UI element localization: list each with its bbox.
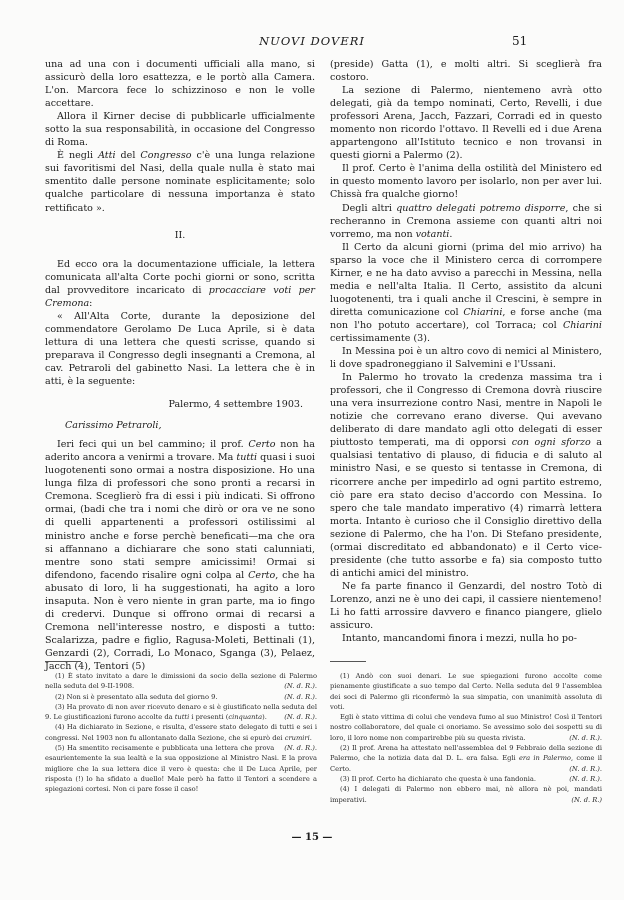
paragraph: La sezione di Palermo, nientemeno avrà otto delegati, già da tempo nominati, Certo, Revelli, i due professori Arena, Jacch, Fazzari, Corradi ed in questo momento non ricordo l'ottavo. Il Revelli ed i due Arena appartengono all'Istituto tecnico e non trovansi in questi giorni a Palermo (2).: [330, 85, 602, 162]
paragraph: (preside) Gatta (1), e molti altri. Si sceglierà fra costoro.: [330, 59, 602, 84]
footnote: (4) I delegati di Palermo non ebbero mai, nè allora nè poi, mandati imperativi. (N. d. R.): [330, 785, 602, 804]
footnotes-right: [330, 671, 602, 805]
footnotes-left: [45, 671, 317, 795]
folio-number: — 15 —: [291, 832, 333, 843]
running-title: NUOVI DOVERI: [259, 34, 365, 48]
paragraph: Degli altri quattro delegati potremo disporre, che si recheranno in Cremona assieme con quanti altri noi vorremo, ma non votanti.: [330, 202, 602, 240]
footnote: Egli è stato vittima di colui che vendeva fumo al suo Ministro! Così il Tentori nostro collaboratore, del quale ci onoriamo. Se avessimo solo dei sospetti su di loro, il loro nome non comparirebbe più su questa rivista. (N. d. R.).: [330, 713, 602, 742]
footnote: (1) È stato invitato a dare le dimissioni da socio della sezione di Palermo nella seduta del 9-II-1908. (N. d. R.).: [45, 672, 317, 691]
paragraph: In Messina poi è un altro covo di nemici al Ministero, li dove spadroneggiano il Salvemini e l'Ussani.: [330, 346, 602, 371]
paragraph: Intanto, mancandomi finora i mezzi, nulla ho po-: [342, 633, 578, 645]
footnote: (4) Ha dichiarato in Sezione, e risulta, d'essere stato delegato di tutti e sei i congressi. Nel 1903 non fu allontanato dalla Sezione, che si epurò dei crumiri. (N. d. R.).: [45, 723, 317, 753]
footnote: (3) Il prof. Certo ha dichiarato che questa è una fandonia. (N. d. R.).: [340, 774, 602, 783]
paragraph: Il prof. Certo è l'anima della ostilità del Ministero ed in questo momento lavoro per isolarlo, non per aver lui. Chissà fra qualche giorno!: [330, 163, 602, 201]
paragraph: È negli Atti del Congresso c'è una lunga relazione sui favoritismi del Nasi, della quale nulla è stato mai smentito dalle persone nominate esplicitamente; solo qualche particolare di nessuna importanza è stato rettificato ».: [45, 150, 315, 214]
letter-date: Palermo, 4 settembre 1903.: [168, 399, 303, 411]
footnote: (1) Andò con suoi denari. Le sue spiegazioni furono accolte come pienamente giustificate a suo tempo dal Certo. Nella seduta del 9 l'assemblea dei soci di Palermo gli riconfermò la sua simpatia, con unanimità assoluta di voti.: [330, 672, 602, 711]
paragraph: Ed ecco ora la documentazione ufficiale, la lettera comunicata all'alta Corte pochi giorni or sono, scritta dal provveditore incaricato di procacciare voti per Cremona:: [45, 258, 315, 309]
running-header: [0, 34, 624, 50]
section-heading: II.: [174, 229, 186, 241]
page-number: 51: [512, 34, 528, 48]
footnote-rule: [330, 661, 366, 662]
paragraph: una ad una con i documenti ufficiali alla mano, si assicurò della loro esattezza, e le portò alla Camera. L'on. Marcora fece lo schizzinoso e non le volle accettare.: [45, 59, 315, 110]
letter-salutation: Carissimo Petraroli,: [65, 420, 162, 432]
footnote: (3) Ha provato di non aver ricevuto denaro e si è giustificato nella seduta del 9. Le giustificazioni furono accolte da tutti i presenti (cinquanta). (N. d. R.).: [45, 702, 317, 722]
paragraph: Ne fa parte financo il Genzardi, del nostro Totò di Lorenzo, anzi ne è uno dei capi, il cassiere nientemeno! Li ho fatti arrossire davvero e financo piangere, glielo assicuro.: [330, 580, 602, 632]
footnote: (2) Non si è presentato alla seduta del giorno 9. (N. d. R.).: [55, 692, 317, 701]
paragraph: In Palermo ho trovato la credenza massima tra i professori, che il Congresso di Cremona dovrà riuscire una vera insurrezione contro Nasi, mentre in Napoli le notizie che correvano erano diverse. Qui avevano deliberato di dare mandato agli otto delegati di esser piuttosto temperati, ma di opporsi con ogni sforzo a qualsiasi tentativo di plauso, di fiducia e di saluto al ministro Nasi, e se questo si tentasse in Cremona, di ricorrere anche per impedirlo ad ogni partito estremo, ciò pare era stato deciso d'accordo con Messina. Io spero che tale mandato imperativo (4) rimarrà lettera morta. Intanto è curioso che il Consiglio direttivo della sezione di Palermo, che ha l'on. Di Stefano presidente, (ormai discreditato ed abbandonato) e il Certo vice-presidente (che tutto assorbe e fa) sia composto tutto di antichi amici del ministro.: [330, 372, 602, 579]
paragraph: Ieri feci qui un bel cammino; il prof. Certo non ha aderito ancora a venirmi a trovare. Ma tutti quasi i suoi luogotenenti sono ormai a nostra disposizione. Ho una lunga filza di professori che sono pronti a recarsi in Cremona. Sceglierò fra di essi i più indicati. Si offrono ormai, (badi che tra i nomi che dirò or ora ve ne sono di quelli appartenenti a professori ostilissimi al ministro anche e forse perchè beneficati—ma che ora si affannano a dichiarare che sono stati calunniati, mentre sono stati sempre amicissimi! Ormai si difendono, facendo risalire ogni colpa al Certo, che ha abusato di loro, li ha suggestionati, ha agito a loro insaputa. Non è vero niente in gran parte, ma io fingo di credervi. Dunque si offrono ormai di recarsi a Cremona nell'interesse nostro, e disposti a tutto: Scalarizza, padre e figlio, Ragusa-Moleti, Bettinali (1), Genzardi (2), Corradi, Lo Monaco, Sganga (3), Pelaez, Jacch (4), Tentori (5): [45, 439, 316, 672]
footnote: (2) Il prof. Arena ha attestato nell'assemblea del 9 Febbraio della sezione di Palermo, che la notizia data dal D. L. era falsa. Egli era in Palermo, come il Certo. (N. d. R.).: [330, 744, 602, 773]
paragraph: Allora il Kirner decise di pubblicarle ufficialmente sotto la sua responsabilità, in occasione del Congresso di Roma.: [45, 111, 315, 149]
paragraph: « All'Alta Corte, durante la deposizione del commendatore Gerolamo De Luca Aprile, si è data lettura di una lettera che questi scrisse, quando si preparava il Congresso degli insegnanti a Cremona, al cav. Petraroli del gabinetto Nasi. La lettera che è in atti, è la seguente:: [45, 310, 315, 388]
left-column: [45, 58, 315, 673]
footnote-rule: [45, 661, 81, 662]
footnote: (5) Ha smentito recisamente e pubblicata una lettera che prova esaurientemente la sua lealtà e la sua opposizione al Ministro Nasi. E la prova migliore che la sua lettera dice il vero è questa: che il De Luca Aprile, per risposta (!) lo ha sfidato a duello! Male però ha fatto il Tentori a scendere a spiegazioni cortesi. Non ci pare fosse il caso!: [45, 744, 317, 794]
paragraph: Il Certo da alcuni giorni (prima del mio arrivo) ha sparso la voce che il Ministero cerca di corrompere Kirner, e ne ha dato avviso a parecchi in Messina, nella media e nell'alta Italia. Il Certo, assistito da alcuni luogotenenti, tra i quali anche il Crescini, è sempre in diretta comunicazione col Chiarini, e forse anche (ma non l'ho potuto accertare), col Torraca; col Chiarini certissimamente (3).: [330, 241, 602, 344]
right-column: [330, 58, 602, 645]
